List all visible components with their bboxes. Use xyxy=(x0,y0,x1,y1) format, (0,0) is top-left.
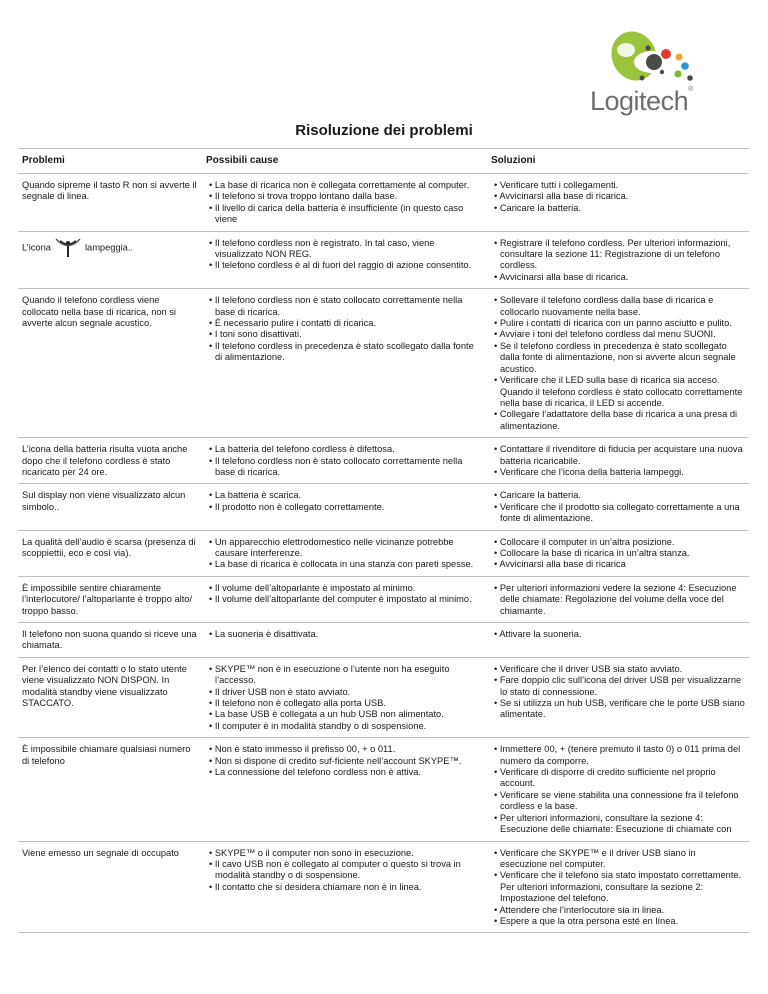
problem-text: Per l’elenco dei contatti o lo stato utente viene visualizzato NON DISPON. In modalità standby viene visualizzato STACCATO. xyxy=(22,663,187,709)
table-row xyxy=(18,231,749,289)
solution-item: • Contattare il rivenditore di fiducia per acquistare una nuova batteria ricaricabile. xyxy=(491,444,745,467)
solution-item: • Immettere 00, + (tenere premuto il tasto 0) o 011 prima del numero da comporre. xyxy=(491,744,745,767)
solutions-list xyxy=(491,537,745,571)
cause-item: • Il telefono non è collegato alla porta USB. xyxy=(206,698,483,709)
cause-item: • Il telefono cordless in precedenza è stato scollegato dalla fonte di alimentazione. xyxy=(206,341,483,364)
solutions-cell xyxy=(487,623,749,658)
solutions-cell xyxy=(487,738,749,841)
solutions-list xyxy=(491,180,745,214)
solution-item: • Verificare che SKYPE™ e il driver USB siano in esecuzione nel computer. xyxy=(491,848,745,871)
problem-cell xyxy=(18,657,202,737)
solutions-cell xyxy=(487,530,749,576)
solutions-list xyxy=(491,295,745,432)
problem-text-post: lampeggia.. xyxy=(84,242,134,253)
table-row xyxy=(18,174,749,232)
solutions-list xyxy=(491,238,745,284)
problem-text: L’icona della batteria risulta vuota anche dopo che il telefono cordless è stato ricaricato per 24 ore. xyxy=(22,444,188,477)
solution-item: • Avvicinarsi alla base di ricarica xyxy=(491,559,745,570)
problem-text-pre: L’icona xyxy=(22,242,51,253)
solution-item: • Avviare i toni del telefono cordless dal menu SUONI. xyxy=(491,329,745,340)
solution-item: • Se si utilizza un hub USB, verificare che le porte USB siano alimentate. xyxy=(491,698,745,721)
table-header-row xyxy=(18,149,749,174)
solutions-cell xyxy=(487,576,749,622)
solution-item: • Espere a que la otra persona esté en línea. xyxy=(491,916,745,927)
problem-cell xyxy=(18,738,202,841)
problem-text: Il telefono non suona quando si riceve una chiamata. xyxy=(22,629,197,651)
causes-cell xyxy=(202,738,487,841)
problem-cell xyxy=(18,231,202,289)
solution-item: • Collocare il computer in un’altra posizione. xyxy=(491,537,745,548)
problem-cell xyxy=(18,576,202,622)
problem-cell xyxy=(18,484,202,530)
causes-list xyxy=(206,444,483,478)
logitech-wordmark: Logitech® xyxy=(590,86,693,116)
solution-item: • Per ulteriori informazioni vedere la sezione 4: Esecuzione delle chiamate: Regolazione del volume della voce del chiamante. xyxy=(491,583,745,617)
causes-list xyxy=(206,180,483,226)
problem-text: La qualità dell’audio è scarsa (presenza di scoppiettii, eco e così via). xyxy=(22,536,196,558)
cause-item: • Il cavo USB non è collegato al computer o questo si trova in modalità standby o di sospensione. xyxy=(206,859,483,882)
solution-item: • Verificare che l’icona della batteria lampeggi. xyxy=(491,467,745,478)
causes-cell xyxy=(202,576,487,622)
solution-item: • Verificare che il driver USB sia stato avviato. xyxy=(491,664,745,675)
table-row xyxy=(18,289,749,438)
cause-item: • Non si dispone di credito suf-ficiente nell’account SKYPE™. xyxy=(206,756,483,767)
causes-cell xyxy=(202,438,487,484)
solution-item: • Attendere che l’interlocutore sia in linea. xyxy=(491,905,745,916)
solution-item: • Caricare la batteria. xyxy=(491,490,745,501)
solutions-list xyxy=(491,490,745,524)
solution-item: • Verificare che il telefono sia stato impostato correttamente. Per ulteriori informazioni, consultare la sezione 2: Impostazione del telefono. xyxy=(491,870,745,904)
causes-list xyxy=(206,848,483,894)
cause-item: • Il telefono cordless non è registrato. In tal caso, viene visualizzato NON REG. xyxy=(206,238,483,261)
page-title: Risoluzione dei problemi xyxy=(295,122,473,139)
cause-item: • SKYPE™ o il computer non sono in esecuzione. xyxy=(206,848,483,859)
table-row xyxy=(18,738,749,841)
solutions-cell xyxy=(487,438,749,484)
problem-text: Quando il telefono cordless viene collocato nella base di ricarica, non si avverte alcun segnale acustico. xyxy=(22,295,176,329)
solution-item: • Verificare che il LED sulla base di ricarica sia acceso. Quando il telefono cordless è stato collocato correttamente nella base di ricarica, il LED si accende. xyxy=(491,375,745,409)
problem-text: È impossibile sentire chiaramente l’interlocutore/ l’altoparlante è troppo alto/ troppo basso. xyxy=(22,582,193,616)
causes-cell xyxy=(202,623,487,658)
solutions-cell xyxy=(487,841,749,933)
table-row xyxy=(18,623,749,658)
problem-cell xyxy=(18,530,202,576)
causes-cell xyxy=(202,841,487,933)
cause-item: • Il telefono cordless non è stato collocato correttamente nella base di ricarica. xyxy=(206,456,483,479)
solutions-list xyxy=(491,583,745,617)
problem-cell xyxy=(18,623,202,658)
column-header-causes: Possibili cause xyxy=(202,149,487,174)
solutions-cell xyxy=(487,289,749,438)
solutions-list xyxy=(491,664,745,721)
cause-item: • Il prodotto non è collegato correttamente. xyxy=(206,502,483,513)
cause-item: • Un apparecchio elettrodomestico nelle vicinanze potrebbe causare interferenze. xyxy=(206,537,483,560)
solutions-list xyxy=(491,848,745,928)
causes-list xyxy=(206,295,483,363)
causes-list xyxy=(206,629,483,640)
solution-item: • Pulire i contatti di ricarica con un panno asciutto e pulito. xyxy=(491,318,745,329)
causes-list xyxy=(206,744,483,778)
causes-cell xyxy=(202,484,487,530)
table-row xyxy=(18,841,749,933)
table-row xyxy=(18,530,749,576)
cause-item: • Il contatto che si desidera chiamare non è in linea. xyxy=(206,882,483,893)
solution-item: • Attivare la suoneria. xyxy=(491,629,745,640)
solutions-cell xyxy=(487,231,749,289)
solutions-list xyxy=(491,744,745,835)
solutions-list xyxy=(491,629,745,640)
problem-cell xyxy=(18,841,202,933)
solution-item: • Verificare tutti i collegamenti. xyxy=(491,180,745,191)
problem-text: È impossibile chiamare qualsiasi numero di telefono xyxy=(22,744,191,766)
solution-item: • Se il telefono cordless in precedenza è stato scollegato dalla fonte di alimentazione, non si avverte alcun segnale acustico. xyxy=(491,341,745,375)
causes-cell xyxy=(202,289,487,438)
cause-item: • La suoneria è disattivata. xyxy=(206,629,483,640)
cause-item: • Il volume dell’altoparlante del computer è impostato al minimo. xyxy=(206,594,483,605)
cause-item: • La batteria è scarica. xyxy=(206,490,483,501)
table-row xyxy=(18,484,749,530)
causes-list xyxy=(206,583,483,606)
cause-item: • La base USB è collegata a un hub USB non alimentato. xyxy=(206,709,483,720)
causes-cell xyxy=(202,174,487,232)
cause-item: • La base di ricarica non è collegata correttamente al computer. xyxy=(206,180,483,191)
problem-cell xyxy=(18,438,202,484)
problem-text: Quando sipreme il tasto R non si avverte il segnale di linea. xyxy=(22,180,197,202)
causes-cell xyxy=(202,657,487,737)
solution-item: • Avvicinarsi alla base di ricarica. xyxy=(491,272,745,283)
cause-item: • Il livello di carica della batteria è insufficiente (in questo caso viene xyxy=(206,203,483,226)
cause-item: • Il telefono cordless è al di fuori del raggio di azione consentito. xyxy=(206,260,483,271)
solutions-cell xyxy=(487,174,749,232)
cause-item: • Il telefono cordless non è stato collocato correttamente nella base di ricarica. xyxy=(206,295,483,318)
cause-item: • SKYPE™ non è in esecuzione o l’utente non ha eseguito l’accesso. xyxy=(206,664,483,687)
causes-list xyxy=(206,537,483,571)
antenna-icon xyxy=(54,238,82,258)
table-body xyxy=(18,174,749,933)
cause-item: • Il driver USB non è stato avviato. xyxy=(206,687,483,698)
problem-cell xyxy=(18,174,202,232)
cause-item: • Il computer è in modalità standby o di sospensione. xyxy=(206,721,483,732)
solution-item: • Sollevare il telefono cordless dalla base di ricarica e collocarlo nuovamente nella base. xyxy=(491,295,745,318)
column-header-problems: Problemi xyxy=(18,149,202,174)
solution-item: • Verificare di disporre di credito sufficiente nel proprio account. xyxy=(491,767,745,790)
table-row xyxy=(18,576,749,622)
problem-text: Viene emesso un segnale di occupato xyxy=(22,847,179,858)
cause-item: • La connessione del telefono cordless non è attiva. xyxy=(206,767,483,778)
column-header-solutions: Soluzioni xyxy=(487,149,749,174)
causes-list xyxy=(206,238,483,272)
causes-cell xyxy=(202,530,487,576)
solution-item: • Caricare la batteria. xyxy=(491,203,745,214)
cause-item: • Il telefono si trova troppo lontano dalla base. xyxy=(206,191,483,202)
solution-item: • Fare doppio clic sull’icona del driver USB per visualizzarne lo stato di connessione. xyxy=(491,675,745,698)
causes-list xyxy=(206,664,483,732)
cause-item: • È necessario pulire i contatti di ricarica. xyxy=(206,318,483,329)
cause-item: • I toni sono disattivati. xyxy=(206,329,483,340)
solutions-list xyxy=(491,444,745,478)
solution-item: • Collegare l’adattatore della base di ricarica a una presa di alimentazione. xyxy=(491,409,745,432)
cause-item: • La batteria del telefono cordless è difettosa. xyxy=(206,444,483,455)
solution-item: • Verificare che il prodotto sia collegato correttamente a una fonte di alimentazione. xyxy=(491,502,745,525)
table-row xyxy=(18,657,749,737)
solution-item: • Collocare la base di ricarica in un’altra stanza. xyxy=(491,548,745,559)
solution-item: • Registrare il telefono cordless. Per ulteriori informazioni, consultare la sezione 11: Registrazione di un telefono cordless. xyxy=(491,238,745,272)
problem-cell xyxy=(18,289,202,438)
cause-item: • La base di ricarica è collocata in una stanza con pareti spesse. xyxy=(206,559,483,570)
cause-item: • Non è stato immesso il prefisso 00, + o 011. xyxy=(206,744,483,755)
troubleshooting-table xyxy=(18,148,749,933)
solution-item: • Per ulteriori informazioni, consultare la sezione 4: Esecuzione delle chiamate: Esecuzione di chiamate con xyxy=(491,813,745,836)
solutions-cell xyxy=(487,484,749,530)
problem-text: Sul display non viene visualizzato alcun simbolo.. xyxy=(22,490,186,512)
causes-list xyxy=(206,490,483,513)
cause-item: • Il volume dell’altoparlante è impostato al minimo. xyxy=(206,583,483,594)
solution-item: • Avvicinarsi alla base di ricarica. xyxy=(491,191,745,202)
solutions-cell xyxy=(487,657,749,737)
solution-item: • Verificare se viene stabilita una connessione fra il telefono cordless e la base. xyxy=(491,790,745,813)
causes-cell xyxy=(202,231,487,289)
table-row xyxy=(18,438,749,484)
